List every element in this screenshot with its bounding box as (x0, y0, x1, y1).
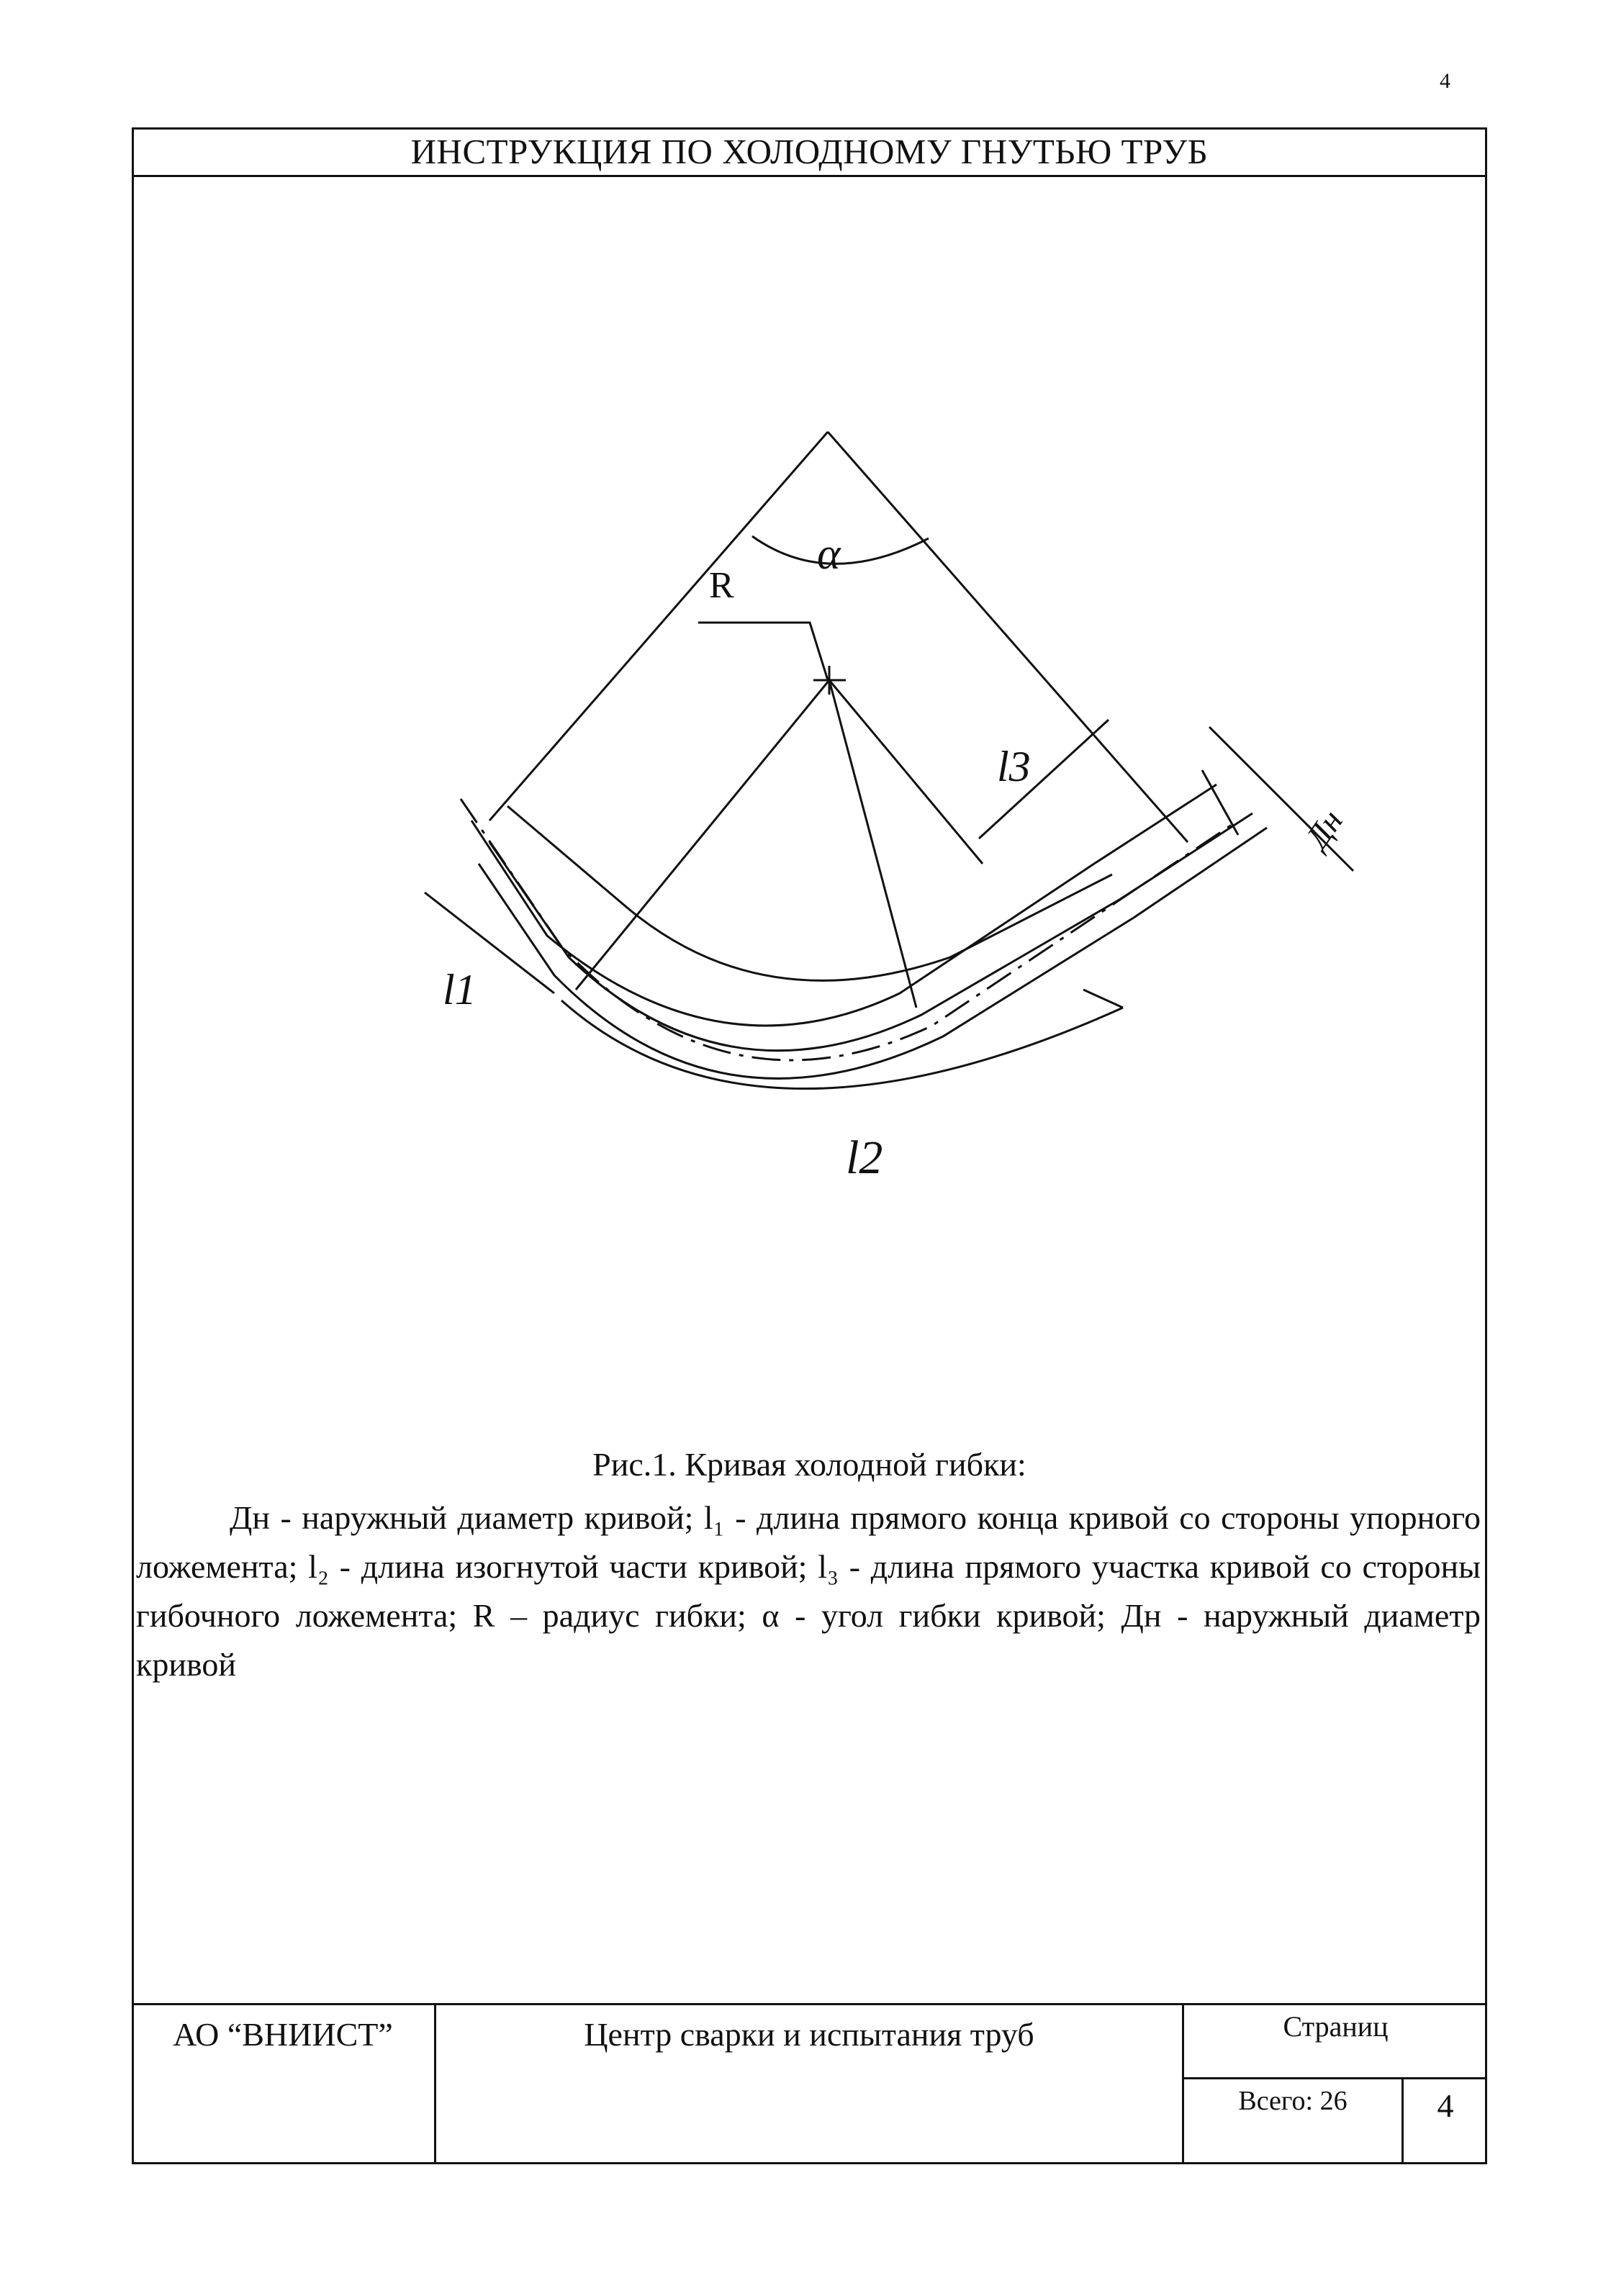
header-divider (132, 175, 1487, 177)
pipe-axis (461, 799, 1238, 1060)
title-block (132, 2003, 1487, 2164)
l1-label: l1 (443, 966, 477, 1013)
pipe-inner-2 (479, 864, 1134, 1078)
department-cell (435, 2005, 1183, 2165)
organization: АО “ВНИИСТ” (173, 2016, 393, 2053)
pipe-outer (471, 821, 1094, 1026)
total-pages: Всего: 26 (1183, 2079, 1403, 2164)
alpha-label: α (817, 530, 841, 579)
pipe-outer-2 (507, 806, 1112, 980)
figure-caption: Рис.1. Кривая холодной гибки: (592, 1446, 1026, 1483)
pages-header: Страниц (1183, 2005, 1488, 2079)
radius-leader (698, 623, 828, 680)
page-number: 4 (1440, 69, 1450, 93)
radius-label: R (709, 565, 734, 606)
description-text: Дн - наружный диаметр кривой; l₁ - длина прямого конца кривой со стороны упорного ложемента; l₂ - длина изогнутой части кривой; l₃ - длина прямого участка кривой со стороны гибочного ложемента; R – радиус гибки; α - угол гибки кривой; Дн - наружный диаметр кривой (136, 1499, 1481, 1683)
figure-description (136, 1493, 1481, 1689)
organization-cell (132, 2005, 435, 2165)
footer-page-number: 4 (1403, 2079, 1488, 2164)
angle-line-left (489, 432, 828, 821)
center-line-right (829, 680, 983, 864)
document-title: ИНСТРУКЦИЯ ПО ХОЛОДНОМУ ГНУТЬЮ ТРУБ (410, 132, 1209, 171)
radius-line (829, 680, 916, 1008)
l3-label: l3 (997, 743, 1031, 790)
l2-label: l2 (846, 1131, 883, 1184)
center-line-left (576, 680, 829, 990)
department: Центр сварки и испытания труб (584, 2016, 1034, 2053)
dn-label: Дн (1298, 803, 1350, 855)
bend-diagram (389, 403, 1396, 1195)
